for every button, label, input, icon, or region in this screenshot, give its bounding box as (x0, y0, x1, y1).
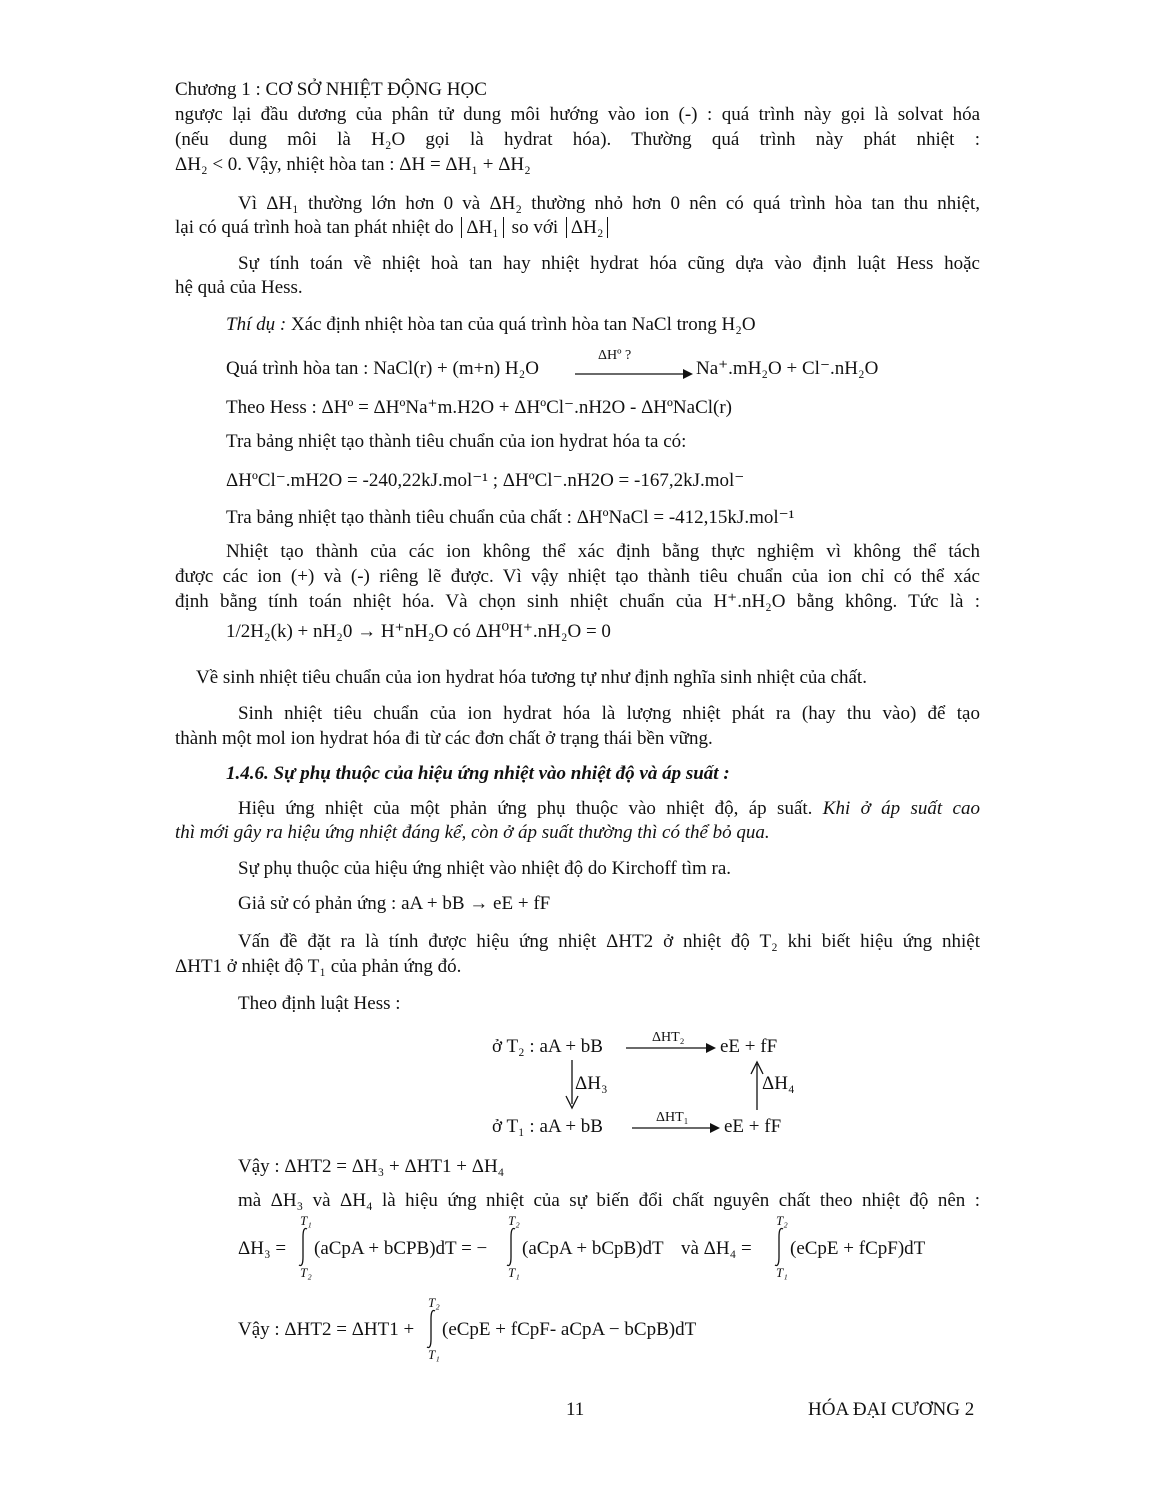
cycle-top-left: ở T₂ : aA + bB (492, 1036, 603, 1057)
p1-line2: (nếu dung môi là H₂O gọi là hydrat hóa). Thường quá trình này phát nhiệt : (175, 129, 980, 150)
integral-sign-2 (506, 1227, 518, 1267)
p2-line1: Vì ΔH₁ thường lớn hơn 0 và ΔH₂ thường nhỏ hơn 0 nên có quá trình hòa tan thu nhiệt, (238, 193, 980, 214)
example-intro (226, 313, 756, 337)
cycle-top-arrow (626, 1042, 718, 1054)
p6-line1: Sinh nhiệt tiêu chuẩn của ion hydrat hóa là lượng nhiệt phát ra (hay thu vào) để tạo (238, 703, 980, 724)
hess-equation: Theo Hess : ΔHº = ΔHºNa⁺m.H2O + ΔHºCl⁻.nH2O - ΔHºNaCl(r) (226, 397, 733, 418)
chapter-header: Chương 1 : CƠ SỞ NHIỆT ĐỘNG HỌC (175, 79, 487, 100)
p3-line2: hệ quả của Hess. (175, 277, 303, 298)
section-heading: 1.4.6. Sự phụ thuộc của hiệu ứng nhiệt vào nhiệt độ và áp suất : (226, 763, 730, 784)
table-ions-text: Tra bảng nhiệt tạo thành tiêu chuẩn của ion hydrat hóa ta có: (226, 431, 687, 452)
p6-line2: thành một mol ion hydrat hóa đi từ các đơn chất ở trạng thái bền vững. (175, 728, 713, 749)
p7-line1 (238, 797, 980, 821)
example-label: Thí dụ : (226, 314, 287, 335)
int1-upper: T₁ (300, 1213, 312, 1228)
result1: Vậy : ΔHT2 = ΔH₃ + ΔHT1 + ΔH₄ (238, 1156, 505, 1177)
p4-line2: được các ion (+) và (-) riêng lẽ được. Vì vậy nhiệt tạo thành tiêu chuẩn của ion chỉ có thể xác (175, 566, 980, 587)
eq-final-lhs: Vậy : ΔHT2 = ΔHT1 + (238, 1319, 415, 1340)
p7-text-b: Khi ở áp suất cao (822, 798, 980, 819)
p2-line2 (175, 216, 611, 240)
cycle-right-label: ΔH₄ (762, 1073, 795, 1094)
process-arrow-label: ΔHº ? (598, 348, 632, 363)
int-final-lower: T₁ (428, 1347, 440, 1362)
eq-dh4-lhs: và ΔH₄ = (681, 1238, 752, 1259)
ion-values: ΔHºCl⁻.mH2O = -240,22kJ.mol⁻¹ ; ΔHºCl⁻.nH2O = -167,2kJ.mol⁻ (226, 470, 745, 491)
p7-text-a: Hiệu ứng nhiệt của một phản ứng phụ thuộc vào nhiệt độ, áp suất. (238, 798, 813, 819)
p2-line2-text-b: so với (511, 217, 559, 238)
int3-body: (eCpE + fCpF)dT (790, 1238, 926, 1259)
page-number: 11 (566, 1399, 585, 1420)
p4-line1: Nhiệt tạo thành của các ion không thể xác định bằng thực nghiệm vì không thể tách (226, 541, 980, 562)
cycle-left-label: ΔH₃ (575, 1073, 608, 1094)
p3-line1: Sự tính toán về nhiệt hoà tan hay nhiệt hydrat hóa cũng dựa vào định luật Hess hoặc (238, 253, 980, 274)
abs-dh1: ΔH₁ (461, 217, 504, 238)
p12: mà ΔH₃ và ΔH₄ là hiệu ứng nhiệt của sự biến đổi chất nguyên chất theo nhiệt độ nên : (238, 1190, 980, 1211)
p2-line2-text-a: lại có quá trình hoà tan phát nhiệt do (175, 217, 454, 238)
p11: Theo định luật Hess : (238, 993, 401, 1014)
cycle-top-right: eE + fF (720, 1036, 778, 1057)
cycle-bottom-arrow (632, 1122, 722, 1134)
eq-dh3-lhs: ΔH₃ = (238, 1238, 287, 1259)
p10-line2: ΔHT1 ở nhiệt độ T₁ của phản ứng đó. (175, 956, 462, 977)
cycle-bottom-arrow-label: ΔHT₁ (656, 1110, 689, 1125)
cycle-top-arrow-label: ΔHT₂ (652, 1030, 685, 1045)
integral-sign-1 (298, 1227, 310, 1267)
int3-upper: T₂ (776, 1213, 788, 1228)
integral-sign-final (426, 1309, 438, 1349)
p10-line1: Vấn đề đặt ra là tính được hiệu ứng nhiệt ΔHT2 ở nhiệt độ T₂ khi biết hiệu ứng nhiệt (238, 931, 980, 952)
p7-line2: thì mới gây ra hiệu ứng nhiệt đáng kể, còn ở áp suất thường thì có thể bỏ qua. (175, 822, 770, 843)
int1-lower: T₂ (300, 1265, 312, 1280)
book-title: HÓA ĐẠI CƯƠNG 2 (808, 1399, 975, 1420)
p4-line3: định bằng tính toán nhiệt hóa. Và chọn sinh nhiệt chuẩn của H⁺.nH₂O bằng không. Tức là : (175, 591, 980, 612)
int2-upper: T₂ (508, 1213, 520, 1228)
int-final-upper: T₂ (428, 1295, 440, 1310)
table-compound-text: Tra bảng nhiệt tạo thành tiêu chuẩn của chất : ΔHºNaCl = -412,15kJ.mol⁻¹ (226, 507, 795, 528)
cycle-bottom-left: ở T₁ : aA + bB (492, 1116, 603, 1137)
integral-sign-3 (774, 1227, 786, 1267)
process-right: Na⁺.mH₂O + Cl⁻.nH₂O (696, 358, 879, 379)
int2-body: (aCpA + bCpB)dT (522, 1238, 664, 1259)
process-left: Quá trình hòa tan : NaCl(r) + (m+n) H₂O (226, 358, 539, 379)
int-final-body: (eCpE + fCpF- aCpA − bCpB)dT (442, 1319, 697, 1340)
process-arrow (575, 368, 695, 380)
p1-line3: ΔH₂ < 0. Vậy, nhiệt hòa tan : ΔH = ΔH₁ + ΔH₂ (175, 154, 531, 175)
int1-body: (aCpA + bCPB)dT = − (314, 1238, 488, 1259)
p5: Về sinh nhiệt tiêu chuẩn của ion hydrat hóa tương tự như định nghĩa sinh nhiệt của chất. (196, 667, 867, 688)
cycle-bottom-right: eE + fF (724, 1116, 782, 1137)
h-ion-equation: 1/2H₂(k) + nH₂0 → H⁺nH₂O có ΔH⁰H⁺.nH₂O = 0 (226, 621, 611, 642)
int3-lower: T₁ (776, 1265, 788, 1280)
p9: Giả sử có phản ứng : aA + bB → eE + fF (238, 893, 551, 914)
abs-dh2: ΔH₂ (566, 217, 609, 238)
p1-line1: ngược lại đầu dương của phân tử dung môi hướng vào ion (-) : quá trình này gọi là solvat hóa (175, 104, 980, 125)
p8: Sự phụ thuộc của hiệu ứng nhiệt vào nhiệt độ do Kirchoff tìm ra. (238, 858, 732, 879)
example-text: Xác định nhiệt hòa tan của quá trình hòa tan NaCl trong H₂O (290, 314, 756, 335)
int2-lower: T₁ (508, 1265, 520, 1280)
